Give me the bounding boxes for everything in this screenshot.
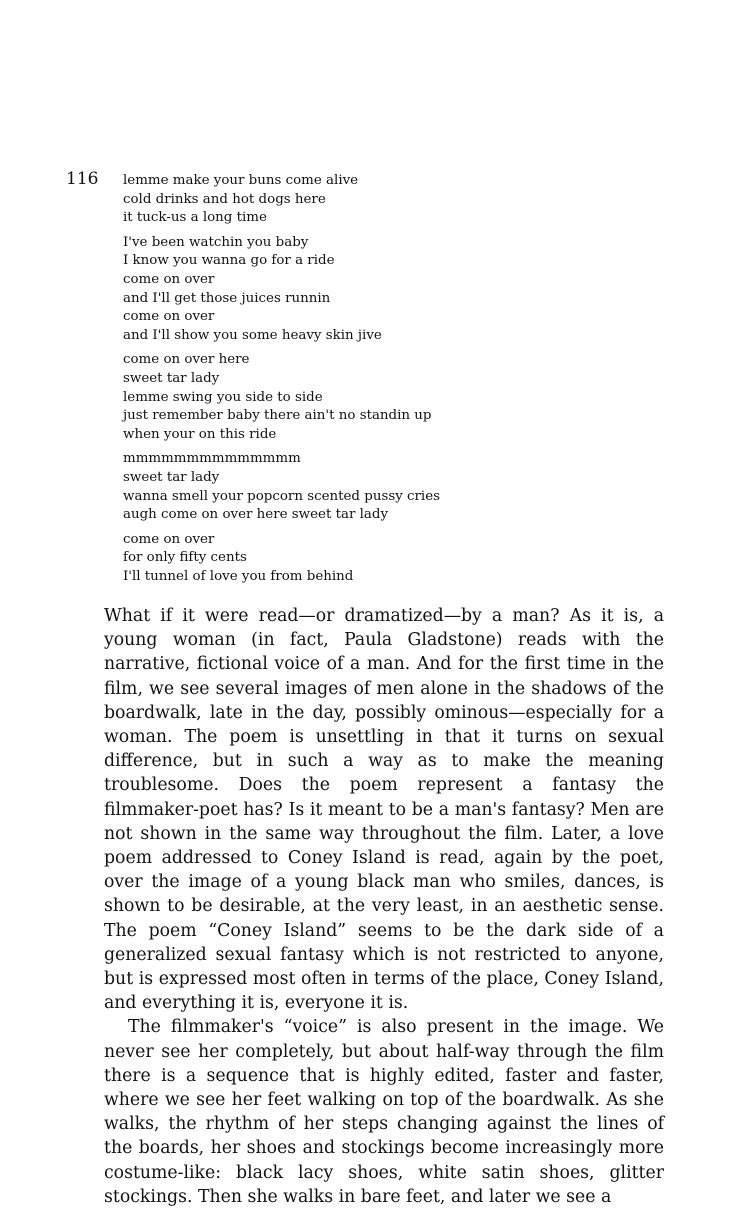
- poem-line: it tuck-us a long time: [123, 210, 267, 226]
- page-number: 116: [66, 169, 99, 189]
- poem-line: lemme swing you side to side: [123, 389, 323, 405]
- poem-line: and I'll show you some heavy skin jive: [123, 327, 382, 343]
- poem-line: I know you wanna go for a ride: [123, 253, 335, 269]
- poem-stanza: [123, 531, 563, 587]
- poem-line: lemme make your buns come alive: [123, 173, 359, 188]
- poem-line: mmmmmmmmmmmmmm: [123, 451, 301, 467]
- poem-line: I've been watchin you baby: [123, 234, 309, 250]
- prose-paragraph: What if it were read—or dramatized—by a man? As it is, a young woman (in fact, Paula Gladstone) reads with the narrative, fictional voice of a man. And for the first time in the film, we see several images of men alone in the shadows of the boardwalk, late in the day, possibly ominous—especially for a woman. The poem is unsettling in that it turns on sexual difference, but in such a way as to make the meaning troublesome. Does the poem represent a fantasy the filmmaker-poet has? Is it meant to be a man's fantasy? Men are not shown in the same way throughout the film. Later, a love poem addressed to Coney Island is read, again by the poet, over the image of a young black man who smiles, dances, is shown to be desirable, at the very least, in an aesthetic sense. The poem “Coney Island” seems to be the dark side of a generalized sexual fantasy which is not restricted to anyone, but is expressed most often in terms of the place, Coney Island, and everything it is, everyone it is.: [104, 606, 664, 1014]
- poem-line: come on over: [123, 309, 215, 325]
- poem-line: wanna smell your popcorn scented pussy cries: [123, 488, 441, 504]
- poem-line: sweet tar lady: [123, 469, 220, 485]
- prose-body: [104, 604, 664, 1209]
- poem-line: augh come on over here sweet tar lady: [123, 507, 389, 523]
- poem-line: when your on this ride: [123, 426, 277, 442]
- poem-stanza: [123, 450, 563, 524]
- prose-paragraph: The filmmaker's “voice” is also present in the image. We never see her completely, but about half-way through the film there is a sequence that is highly edited, faster and faster, where we see her feet walking on top of the boardwalk. As she walks, the rhythm of her steps changing against the lines of the boards, her shoes and stockings become increasingly more costume-like: black lacy shoes, white satin shoes, glitter stockings. Then she walks in bare feet, and later we see a: [104, 1017, 664, 1207]
- poem-stanza: [123, 172, 563, 228]
- poem: [123, 172, 563, 592]
- poem-line: cold drinks and hot dogs here: [123, 191, 326, 207]
- poem-line: for only fifty cents: [123, 550, 247, 566]
- poem-stanza: [123, 234, 563, 346]
- poem-line: and I'll get those juices runnin: [123, 290, 331, 306]
- poem-line: come on over: [123, 531, 215, 547]
- poem-line: just remember baby there ain't no standin up: [123, 408, 432, 424]
- poem-line: come on over: [123, 271, 215, 287]
- poem-line: come on over here: [123, 352, 250, 368]
- poem-line: sweet tar lady: [123, 370, 220, 386]
- poem-stanza: [123, 351, 563, 444]
- poem-line: I'll tunnel of love you from behind: [123, 568, 354, 584]
